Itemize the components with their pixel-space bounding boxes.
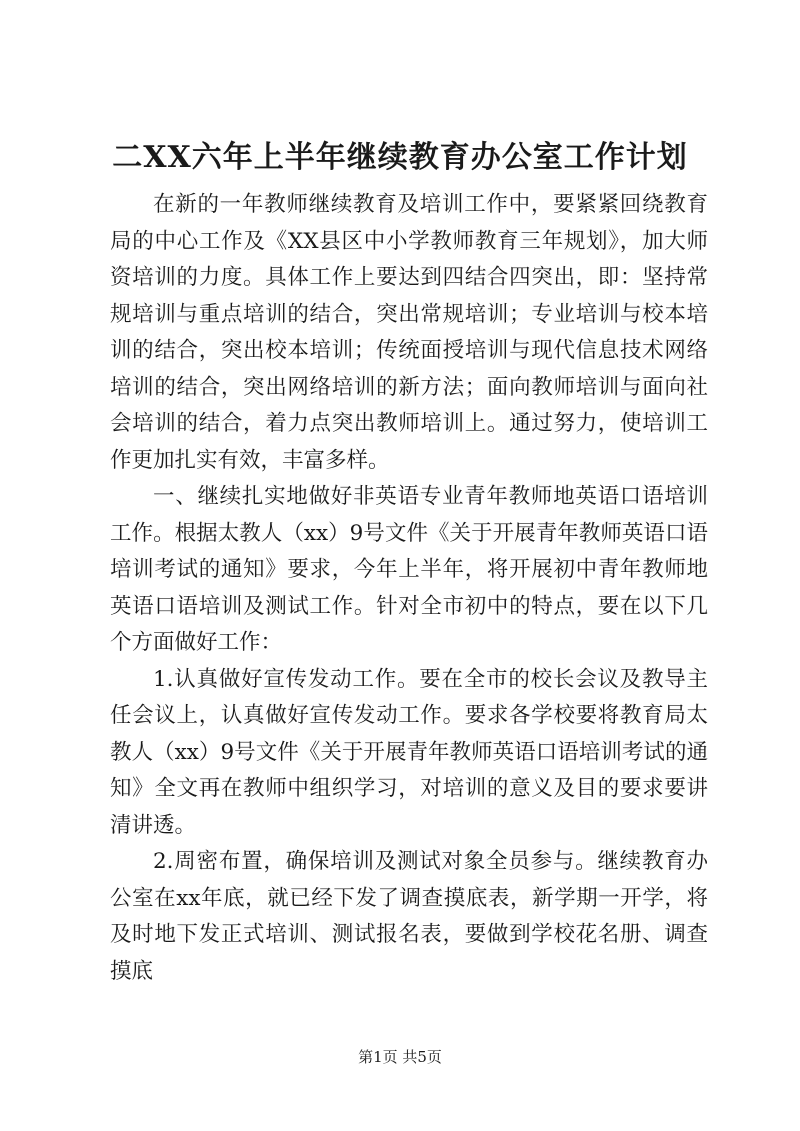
document-body [110, 187, 708, 990]
paragraph-item-2: 2.周密布置，确保培训及测试对象全员参与。继续教育办公室在xx年底，就已经下发了调查摸底表，新学期一开学，将及时地下发正式培训、测试报名表，要做到学校花名册、调查摸底 [110, 849, 708, 984]
paragraph-item-1: 1.认真做好宣传发动工作。要在全市的校长会议及教导主任会议上，认真做好宣传发动工作。要求各学校要将教育局太教人（xx）9号文件《关于开展青年教师英语口语培训考试的通知》全文再在教师中组织学习，对培训的意义及目的要求要讲清讲透。 [110, 666, 708, 838]
paragraph-intro: 在新的一年教师继续教育及培训工作中，要紧紧回绕教育局的中心工作及《XX县区中小学教师教育三年规划》，加大师资培训的力度。具体工作上要达到四结合四突出，即：坚持常规培训与重点培训的结合，突出常规培训；专业培训与校本培训的结合，突出校本培训；传统面授培训与现代信息技术网络培训的结合，突出网络培训的新方法；面向教师培训与面向社会培训的结合，着力点突出教师培训上。通过努力，使培训工作更加扎实有效，丰富多样。 [110, 192, 708, 473]
page-number-footer: 第1页 共5页 [358, 1048, 442, 1066]
document-title: 二XX六年上半年继续教育办公室工作计划 [112, 140, 688, 175]
paragraph-section-1: 一、继续扎实地做好非英语专业青年教师地英语口语培训工作。根据太教人（xx）9号文件《关于开展青年教师英语口语培训考试的通知》要求，今年上半年，将开展初中青年教师地英语口语培训及测试工作。针对全市初中的特点，要在以下几个方面做好工作： [110, 484, 708, 655]
